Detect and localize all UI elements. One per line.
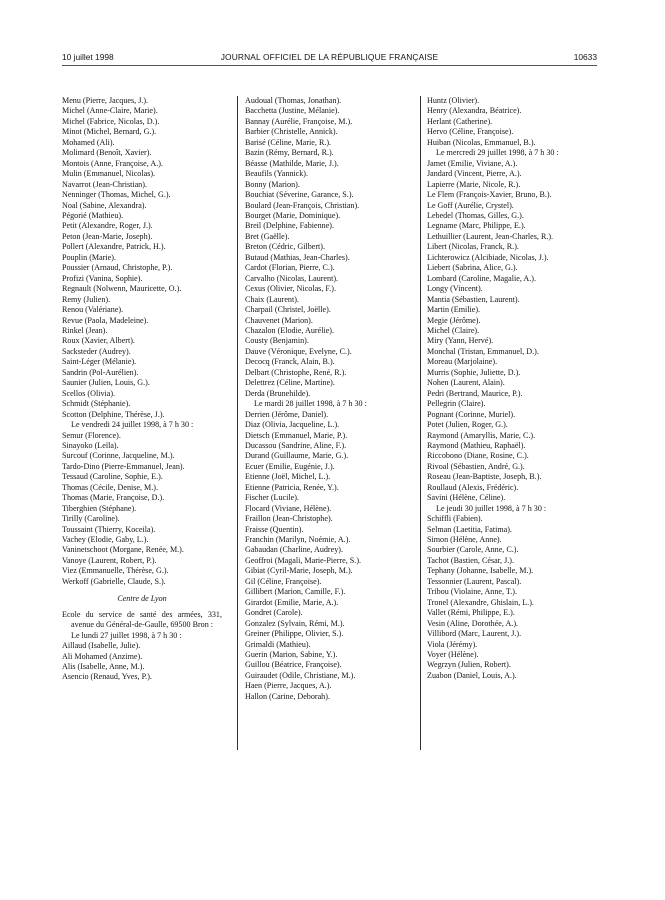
name-list <box>62 96 222 420</box>
name-entry: Michel (Claire). <box>427 325 480 335</box>
name-entry: Wegrzyn (Julien, Robert). <box>427 660 511 670</box>
name-entry: Girardot (Emilie, Marie, A.). <box>245 597 339 607</box>
name-entry: Gillibert (Marion, Camille, F.). <box>245 587 346 597</box>
name-entry: Carvalho (Nicolas, Laurent). <box>245 273 339 283</box>
name-entry: Derrien (Jérôme, Daniel). <box>245 409 329 419</box>
name-entry: Gil (Céline, Françoise). <box>245 576 322 586</box>
name-entry: Legname (Marc, Philippe, E.). <box>427 221 526 231</box>
name-entry: Gibiat (Cyril-Marie, Joseph, M.). <box>245 566 353 576</box>
column-1 <box>62 96 222 683</box>
name-entry: Rinkel (Jean). <box>62 325 108 335</box>
name-entry: Zuabon (Daniel, Louis, A.). <box>427 670 517 680</box>
name-entry: Monchal (Tristan, Emmanuel, D.). <box>427 346 539 356</box>
name-entry: Mulin (Emmanuel, Nicolas). <box>62 169 156 179</box>
name-entry: Mohamed (Ali). <box>62 137 115 147</box>
name-entry: Guiraudet (Odile, Christiane, M.). <box>245 670 356 680</box>
name-entry: Bonny (Marion). <box>245 179 300 189</box>
name-entry: Remy (Julien). <box>62 294 111 304</box>
name-entry: Franchin (Marilyn, Noémie, A.). <box>245 535 351 545</box>
name-entry: Menu (Pierre, Jacques, J.). <box>62 96 149 105</box>
name-entry: Breil (Delphine, Fabienne). <box>245 221 335 231</box>
column-2 <box>245 96 405 702</box>
name-entry: Gondret (Carole). <box>245 608 303 618</box>
name-entry: Riccobono (Diane, Rosine, C.). <box>427 451 529 461</box>
name-entry: Sinayoko (Leïla). <box>62 440 119 450</box>
name-entry: Huntz (Olivier). <box>427 96 480 105</box>
name-entry: Lichterowicz (Alcibiade, Nicolas, J.). <box>427 252 549 262</box>
name-entry: Derda (Brunehilde). <box>245 388 311 398</box>
name-entry: Voyer (Hélène). <box>427 650 479 660</box>
name-entry: Asencio (Renaud, Yves, P.). <box>62 672 152 682</box>
name-entry: Roux (Xavier, Albert). <box>62 336 135 346</box>
name-entry: Geoffroi (Magali, Marie-Pierre, S.). <box>245 555 362 565</box>
name-list <box>427 159 587 504</box>
name-entry: Fischer (Lucile). <box>245 493 299 503</box>
name-entry: Pouplin (Marie). <box>62 252 116 262</box>
name-entry: Decocq (Franck, Alain, B.). <box>245 357 335 367</box>
name-entry: Saint-Léger (Mélanie). <box>62 357 137 367</box>
name-entry: Tribou (Violaine, Anne, T.). <box>427 587 517 597</box>
name-entry: Ali Mohamed (Anzime). <box>62 651 143 661</box>
name-entry: Profizi (Vanina, Sophie). <box>62 273 143 283</box>
name-entry: Molimard (Benoît, Xavier). <box>62 148 152 158</box>
name-entry: Le Flem (François-Xavier, Bruno, B.). <box>427 190 552 200</box>
name-entry: Selman (Laetitia, Fatima). <box>427 524 512 534</box>
name-entry: Werkoff (Gabrielle, Claude, S.). <box>62 576 166 586</box>
name-entry: Gonzalez (Sylvain, Rémi, M.). <box>245 618 345 628</box>
name-entry: Revue (Paola, Madeleine). <box>62 315 149 325</box>
name-entry: Bourget (Marie, Dominique). <box>245 210 341 220</box>
name-entry: Peton (Jean-Marie, Joseph). <box>62 231 153 241</box>
name-entry: Barbier (Christelle, Annick). <box>245 127 338 137</box>
name-list <box>62 641 222 683</box>
name-entry: Moreau (Marjolaine). <box>427 357 498 367</box>
session-date: Le lundi 27 juillet 1998, à 7 h 30 : <box>71 630 182 640</box>
name-list <box>427 96 587 148</box>
name-entry: Tirilly (Caroline). <box>62 514 120 524</box>
name-entry: Chazalon (Elodie, Aurélie). <box>245 325 334 335</box>
name-entry: Vachey (Elodie, Gaby, L.). <box>62 535 149 545</box>
page-header <box>62 52 597 66</box>
name-entry: Rivoal (Sébastien, André, G.). <box>427 461 525 471</box>
name-entry: Grimaldi (Mathieu). <box>245 639 311 649</box>
name-entry: Guillou (Béatrice, Françoise). <box>245 660 342 670</box>
page-number: 10633 <box>573 52 597 62</box>
name-entry: Béasse (Mathilde, Marie, J.). <box>245 158 339 168</box>
name-entry: Thomas (Cécile, Denise, M.). <box>62 482 158 492</box>
name-entry: Surcouf (Corinne, Jacqueline, M.). <box>62 451 175 461</box>
name-entry: Nohen (Laurent, Alain). <box>427 378 505 388</box>
name-entry: Pognant (Corinne, Muriel). <box>427 409 516 419</box>
name-entry: Haen (Pierre, Jacques, A.). <box>245 681 332 691</box>
column-divider <box>237 96 238 750</box>
name-entry: Poussier (Arnaud, Christophe, P.). <box>62 263 173 273</box>
name-entry: Cardot (Florian, Pierre, C.). <box>245 263 335 273</box>
name-entry: Vanoye (Laurent, Robert, P.). <box>62 555 157 565</box>
name-entry: Flocard (Viviane, Hélène). <box>245 503 332 513</box>
name-entry: Roullaud (Alexis, Frédéric). <box>427 482 519 492</box>
name-entry: Etienne (Patricia, Renée, Y.). <box>245 482 339 492</box>
column-3 <box>427 96 587 681</box>
name-entry: Noal (Sabine, Alexandra). <box>62 200 147 210</box>
name-entry: Audoual (Thomas, Jonathan). <box>245 96 342 105</box>
name-list <box>427 514 587 681</box>
name-entry: Bouchiat (Séverine, Garance, S.). <box>245 190 354 200</box>
name-entry: Roseau (Jean-Baptiste, Joseph, B.). <box>427 472 542 482</box>
name-entry: Viola (Jérémy). <box>427 639 478 649</box>
name-entry: Lombard (Caroline, Magalie, A.). <box>427 273 537 283</box>
name-entry: Schiffli (Fabien). <box>427 514 483 524</box>
name-entry: Longy (Vincent). <box>427 284 483 294</box>
name-entry: Navarrot (Jean-Christian). <box>62 179 147 189</box>
name-entry: Beaufils (Yannick). <box>245 169 309 179</box>
name-entry: Savini (Hélène, Céline). <box>427 493 506 503</box>
header-rule <box>62 65 597 66</box>
name-entry: Cousty (Benjamin). <box>245 336 309 346</box>
name-entry: Chaix (Laurent). <box>245 294 299 304</box>
name-entry: Bret (Gaëlle). <box>245 231 290 241</box>
name-entry: Hervo (Céline, Françoise). <box>427 127 514 137</box>
name-entry: Jandard (Vincent, Pierre, A.). <box>427 169 522 179</box>
name-entry: Breton (Cédric, Gilbert). <box>245 242 326 252</box>
name-list <box>245 96 405 399</box>
session-date: Le mercredi 29 juillet 1998, à 7 h 30 : <box>436 148 559 158</box>
name-entry: Charpail (Christel, Joëlle). <box>245 305 331 315</box>
name-entry: Megie (Jérôme). <box>427 315 481 325</box>
name-entry: Bazin (Rémy, Bernard, R.). <box>245 148 334 158</box>
name-entry: Le Goff (Aurélie, Crystel). <box>427 200 514 210</box>
name-entry: Ecuer (Emilie, Eugénie, J.). <box>245 461 335 471</box>
name-entry: Minot (Michel, Bernard, G.). <box>62 127 157 137</box>
name-entry: Vaninetschoot (Morgane, Renée, M.). <box>62 545 184 555</box>
name-entry: Diaz (Olivia, Jacqueline, L.). <box>245 420 340 430</box>
name-entry: Delbart (Christophe, René, R.). <box>245 367 347 377</box>
name-entry: Toussaint (Thierry, Koceila). <box>62 524 156 534</box>
name-entry: Raymond (Amaryllis, Marie, C.). <box>427 430 536 440</box>
name-entry: Potet (Julien, Roger, G.). <box>427 420 508 430</box>
name-entry: Sandrin (Pol-Aurélien). <box>62 367 139 377</box>
name-entry: Murris (Sophie, Juliette, D.). <box>427 367 521 377</box>
name-entry: Raymond (Mathieu, Raphaël). <box>427 440 526 450</box>
name-entry: Tiberghien (Stéphane). <box>62 503 137 513</box>
name-entry: Ducassou (Sandrine, Aline, F.). <box>245 440 347 450</box>
name-entry: Viez (Emmanuelle, Thérèse, G.). <box>62 566 169 576</box>
name-entry: Tachot (Bastien, César, J.). <box>427 555 514 565</box>
name-entry: Vallet (Rémi, Philippe, E.). <box>427 608 515 618</box>
name-entry: Guerin (Marion, Sabine, Y.). <box>245 650 338 660</box>
name-entry: Butaud (Mathias, Jean-Charles). <box>245 252 350 262</box>
name-entry: Henry (Alexandra, Béatrice). <box>427 106 522 116</box>
name-entry: Dietsch (Emmanuel, Marie, P.). <box>245 430 348 440</box>
name-entry: Huiban (Nicolas, Emmanuel, B.). <box>427 137 536 147</box>
name-entry: Delettrez (Céline, Martine). <box>245 378 335 388</box>
name-entry: Tephany (Johanne, Isabelle, M.). <box>427 566 534 576</box>
name-entry: Pollert (Alexandre, Patrick, H.). <box>62 242 166 252</box>
journal-title: JOURNAL OFFICIEL DE LA RÉPUBLIQUE FRANÇAISE <box>220 52 439 62</box>
name-entry: Lapierre (Marie, Nicole, R.). <box>427 179 521 189</box>
name-entry: Lebedel (Thomas, Gilles, G.). <box>427 210 524 220</box>
name-entry: Libert (Nicolas, Franck, R.). <box>427 242 519 252</box>
name-entry: Alis (Isabelle, Anne, M.). <box>62 662 145 672</box>
session-date: Le jeudi 30 juillet 1998, à 7 h 30 : <box>436 503 547 513</box>
name-entry: Miry (Yann, Hervé). <box>427 336 494 346</box>
name-entry: Gabaudan (Charline, Audrey). <box>245 545 343 555</box>
name-entry: Tessaud (Caroline, Sophie, E.). <box>62 472 163 482</box>
name-entry: Scotton (Delphine, Thérèse, J.). <box>62 409 165 419</box>
name-entry: Bacchetta (Justine, Mélanie). <box>245 106 340 116</box>
name-entry: Sourbier (Carole, Anne, C.). <box>427 545 519 555</box>
name-entry: Durand (Guillaume, Marie, G.). <box>245 451 349 461</box>
header-date: 10 juillet 1998 <box>62 52 114 62</box>
name-entry: Simon (Hélène, Anne). <box>427 535 502 545</box>
name-entry: Cexus (Olivier, Nicolas, F.). <box>245 284 336 294</box>
column-divider <box>420 96 421 750</box>
name-entry: Boulard (Jean-François, Christian). <box>245 200 360 210</box>
name-entry: Pedri (Bertrand, Maurice, P.). <box>427 388 523 398</box>
section-title: Centre de Lyon <box>117 594 167 604</box>
name-entry: Martin (Emilie). <box>427 305 481 315</box>
name-entry: Vesin (Aline, Dorothée, A.). <box>427 618 519 628</box>
name-entry: Pellegrin (Claire). <box>427 399 486 409</box>
name-entry: Tessonnier (Laurent, Pascal). <box>427 576 522 586</box>
name-entry: Tronel (Alexandre, Ghislain, L.). <box>427 597 534 607</box>
name-entry: Greiner (Philippe, Olivier, S.). <box>245 629 344 639</box>
name-entry: Renou (Valériane). <box>62 305 124 315</box>
name-entry: Jamet (Emilie, Viviane, A.). <box>427 158 518 168</box>
name-entry: Montois (Anne, Françoise, A.). <box>62 158 163 168</box>
session-date: Le vendredi 24 juillet 1998, à 7 h 30 : <box>71 420 194 430</box>
name-entry: Nenninger (Thomas, Michel, G.). <box>62 190 171 200</box>
name-entry: Hallon (Carine, Deborah). <box>245 691 330 701</box>
name-entry: Pégorié (Mathieu). <box>62 210 124 220</box>
name-entry: Sacksteder (Audrey). <box>62 346 131 356</box>
name-entry: Thomas (Marie, Françoise, D.). <box>62 493 165 503</box>
session-date: Le mardi 28 juillet 1998, à 7 h 30 : <box>254 399 367 409</box>
name-entry: Villibord (Marc, Laurent, J.). <box>427 629 522 639</box>
name-entry: Barisé (Céline, Marie, R.). <box>245 137 332 147</box>
name-entry: Tardo-Dino (Pierre-Emmanuel, Jean). <box>62 461 185 471</box>
name-entry: Liebert (Sabrina, Alice, G.). <box>427 263 518 273</box>
name-entry: Michel (Fabrice, Nicolas, D.). <box>62 116 160 126</box>
name-entry: Fraillon (Jean-Christophe). <box>245 514 333 524</box>
name-list <box>62 431 222 588</box>
name-entry: Lethuillier (Laurent, Jean-Charles, R.). <box>427 231 554 241</box>
name-entry: Michel (Anne-Claire, Marie). <box>62 106 158 116</box>
name-entry: Dauve (Véronique, Evelyne, C.). <box>245 346 352 356</box>
name-entry: Chauvenet (Marion). <box>245 315 313 325</box>
name-entry: Saunier (Julien, Louis, G.). <box>62 378 150 388</box>
name-entry: Bannay (Aurélie, Françoise, M.). <box>245 116 353 126</box>
name-list <box>245 410 405 703</box>
name-entry: Mantia (Sébastien, Laurent). <box>427 294 520 304</box>
school-address: Ecole du service de santé des armées, 331, avenue du Général-de-Gaulle, 69500 Bron : <box>62 609 222 630</box>
name-entry: Herlant (Catherine). <box>427 116 493 126</box>
name-entry: Petit (Alexandre, Roger, J.). <box>62 221 153 231</box>
name-entry: Etienne (Joël, Michel, L.). <box>245 472 331 482</box>
name-entry: Scellos (Olivia). <box>62 388 116 398</box>
name-entry: Aillaud (Isabelle, Julie). <box>62 641 141 651</box>
name-entry: Schmidt (Stéphanie). <box>62 399 131 409</box>
name-entry: Fraisse (Quentin). <box>245 524 304 534</box>
name-entry: Regnault (Nolwenn, Mauricette, O.). <box>62 284 182 294</box>
name-entry: Semur (Florence). <box>62 430 121 440</box>
